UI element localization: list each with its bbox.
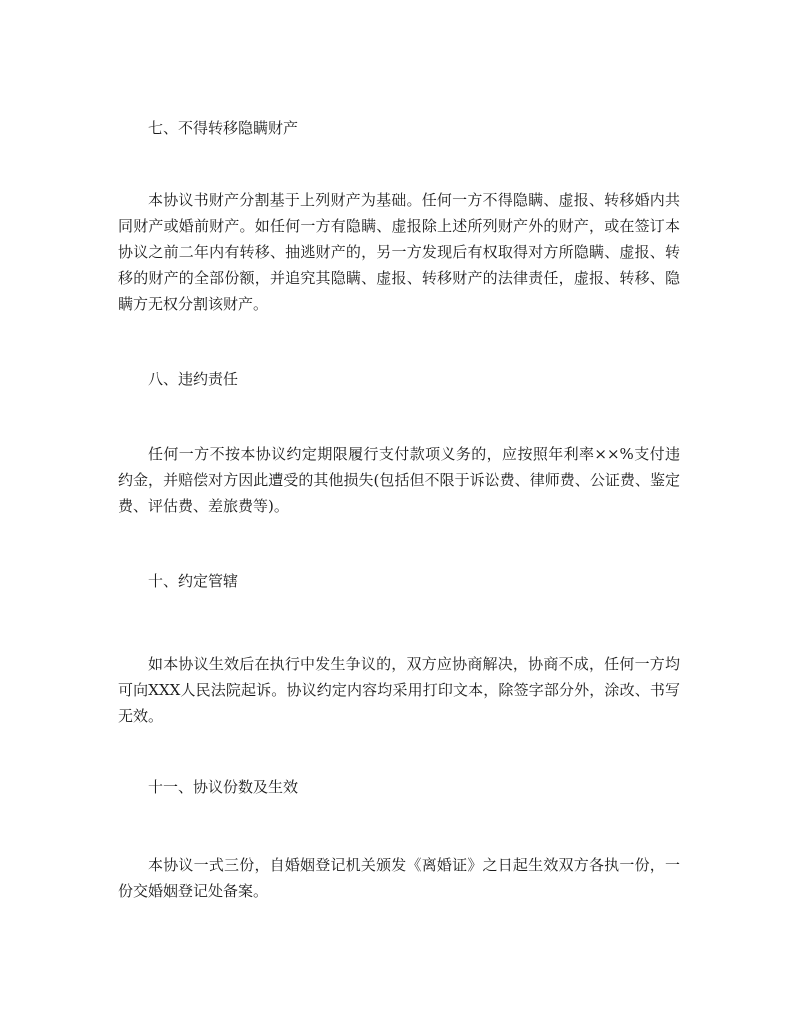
section-body-7: 本协议书财产分割基于上列财产为基础。任何一方不得隐瞒、虚报、转移婚内共同财产或婚前财产。如任何一方有隐瞒、虚报除上述所列财产外的财产，或在签订本协议之前二年内有转移、抽逃财产的，另一方发现后有权取得对方所隐瞒、虚报、转移的财产的全部份额，并追究其隐瞒、虚报、转移财产的法律责任，虚报、转移、隐瞒方无权分割该财产。 [118, 191, 680, 313]
section-heading-8: 八、违约责任 [148, 370, 239, 388]
section-heading-10: 十、约定管辖 [148, 572, 239, 590]
section-body-8: 任何一方不按本协议约定期限履行支付款项义务的，应按照年利率××%支付违约金，并赔偿对方因此遭受的其他损失(包括但不限于诉讼费、律师费、公证费、鉴定费、评估费、差旅费等)。 [118, 445, 680, 515]
section-heading-7: 七、不得转移隐瞒财产 [148, 119, 299, 137]
section-heading-11: 十一、协议份数及生效 [148, 778, 299, 796]
section-body-10: 如本协议生效后在执行中发生争议的，双方应协商解决，协商不成，任何一方均可向XXX人民法院起诉。协议约定内容均采用打印文本，除签字部分外，涂改、书写无效。 [118, 655, 680, 725]
section-body-11: 本协议一式三份，自婚姻登记机关颁发《离婚证》之日起生效双方各执一份，一份交婚姻登记处备案。 [118, 856, 680, 900]
